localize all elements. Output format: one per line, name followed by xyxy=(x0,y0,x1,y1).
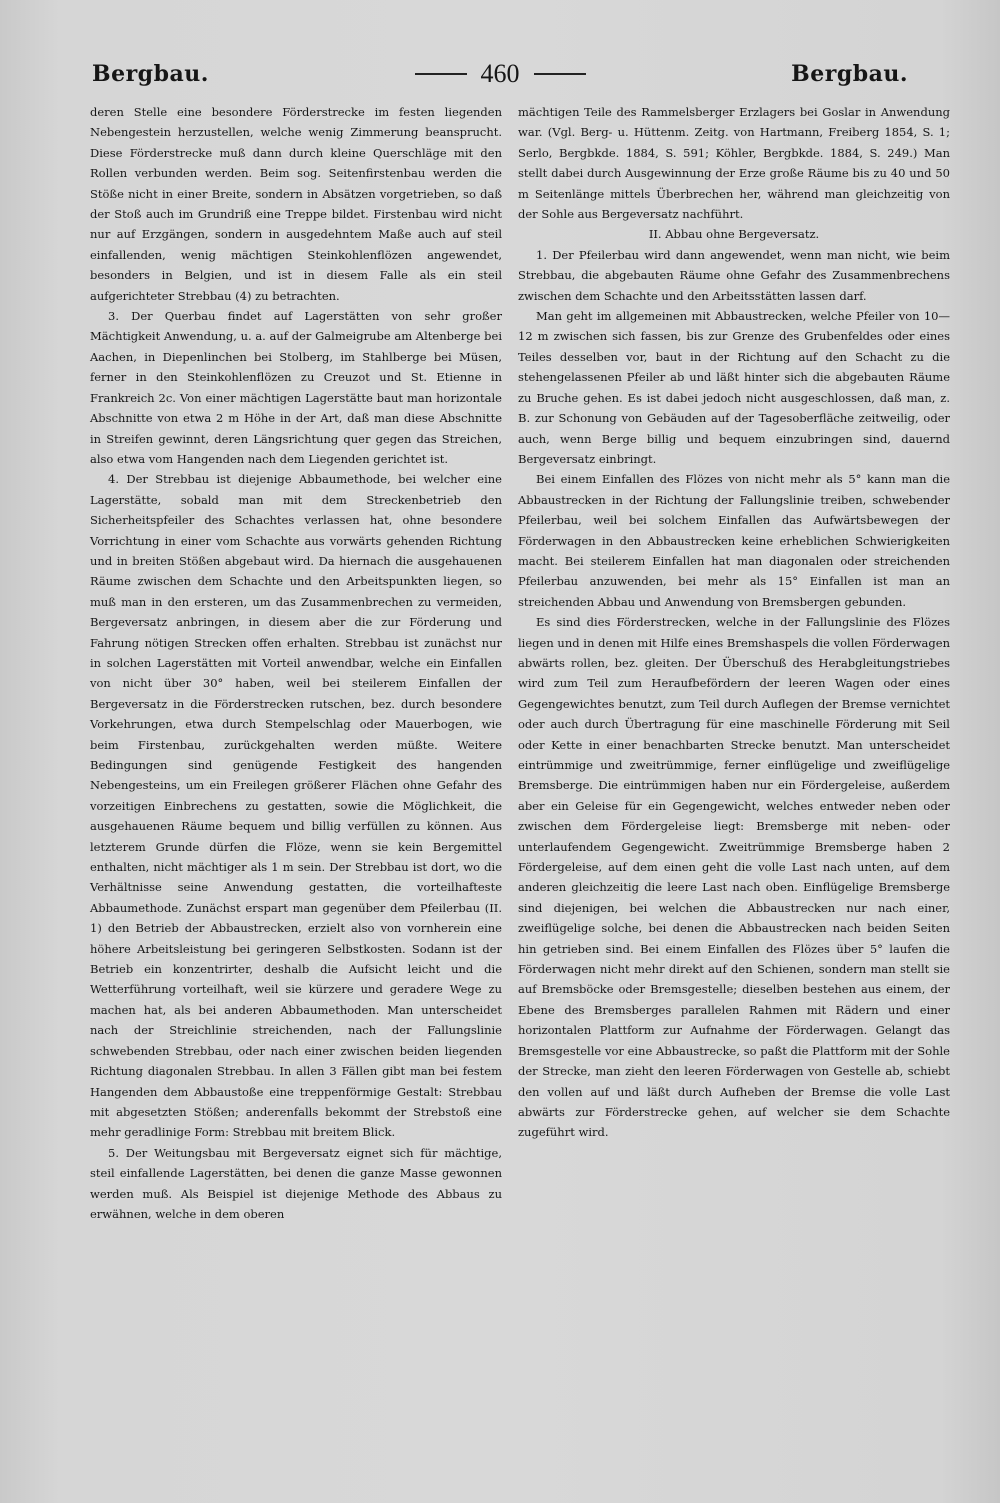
rule-left xyxy=(415,73,467,75)
paragraph-weitungsbau: 5. Der Weitungsbau mit Bergeversatz eignet sich für mächtige, steil einfallende Lagerstätten, bei denen die ganze Masse gewonnen werden muß. Als Beispiel ist diejenige Methode des Abbaus zu erwähnen, welche in dem oberen xyxy=(90,1145,502,1221)
paragraph-firstenbau-continued: deren Stelle eine besondere Förderstrecke im festen liegenden Nebengestein herzustellen, welche wenig Zimmerung beansprucht. Diese Förderstrecke muß dann durch kleine Querschläge mit den Rollen verbunden werden. Beim sog. Seitenfirstenbau werden die Stöße nicht in einer Breite, sondern in Absätzen vorgetrieben, so daß der Stoß auch im Grundriß eine Treppe bildet. Firstenbau wird nicht nur auf Erzgängen, sondern in ausgedehntem Maße auch auf steil einfallenden, wenig mächtigen Steinkohlenflözen angewendet, besonders in Belgien, und ist in diesem Falle als ein steil aufgerichteter Strebbau (4) zu betrachten. xyxy=(90,105,502,303)
paragraph-strebbau: 4. Der Strebbau ist diejenige Abbaumethode, bei welcher eine Lagerstätte, sobald man mit dem Streckenbetrieb den Sicherheitspfeiler des Schachtes verlassen hat, ohne besondere Vorrichtung in einer vom Schachte aus vorwärts gehenden Richtung und in breiten Stößen abgebaut wird. Da hiernach die ausgehauenen Räume zwischen dem Schachte und den Arbeitspunkten liegen, so muß man in den ersteren, um das Zusammenbrechen zu vermeiden, Bergeversatz anbringen, in diesem aber die zur Förderung und Fahrung nötigen Strecken offen erhalten. Strebbau ist zunächst nur in solchen Lagerstätten mit Vorteil anwendbar, welche ein Einfallen von nicht über 30° haben, weil bei steilerem Einfallen der Bergeversatz in die Förderstrecken rutschen, bez. durch besondere Vorkehrungen, etwa durch Stempelschlag oder Mauerbogen, wie beim Firstenbau, zurückgehalten werden müßte. Weitere Bedingungen sind genügende Festigkeit des hangenden Nebengesteins, um ein Freilegen größerer Flächen ohne Gefahr des vorzeitigen Einbrechens zu gestatten, sowie die Möglichkeit, die ausgehauenen Räume bequem und billig verfüllen zu können. Aus letzterem Grunde dürfen die Flöze, wenn sie kein Bergemittel enthalten, nicht mächtiger als 1 m sein. Der Strebbau ist dort, wo die Verhältnisse seine Anwendung gestatten, die vorteilhafteste Abbaumethode. Zunächst erspart man gegenüber dem Pfeilerbau (II. 1) den Betrieb der Abbaustrecken, erzielt also von vornherein eine höhere Arbeitsleistung bei geringeren Selbstkosten. Sodann ist der Betrieb ein konzentrirter, deshalb die Aufsicht leicht und die Wetterführung vorteilhaft, weil sie kürzere und geradere Wege zu machen hat, als bei anderen Abbaumethoden. Man unterscheidet nach der Streichlinie streichenden, nach der Fallungslinie schwebenden Strebbau, oder nach einer zwischen beiden liegenden Richtung diagonalen Strebbau. In allen 3 Fällen gibt man bei festem Hangenden dem Abbaustoße eine treppenförmige Gestalt: Strebbau mit abgesetzten Stößen; anderenfalls bekommt der Strebstoß eine mehr geradlinige Form: Strebbau mit breitem Blick. xyxy=(90,472,502,1140)
right-column xyxy=(518,102,950,1402)
running-head-right: Bergbau. xyxy=(791,61,908,87)
text-columns xyxy=(90,102,950,1402)
page-header xyxy=(92,56,908,92)
page-number: 460 xyxy=(480,59,520,88)
page-number-group xyxy=(415,59,586,89)
paragraph-abbaustrecken: Man geht im allgemeinen mit Abbaustrecken, welche Pfeiler von 10—12 m zwischen sich fassen, bis zur Grenze des Grubenfeldes oder eines Teiles desselben vor, baut in der Richtung auf den Schacht zu die stehengelassenen Pfeiler ab und läßt hinter sich die abgebauten Räume zu Bruche gehen. Es ist dabei jedoch nicht ausgeschlossen, daß man, z. B. zur Schonung von Gebäuden auf der Tagesoberfläche zeitweilig, oder auch, wenn Berge billig und bequem einzubringen sind, dauernd Bergeversatz einbringt. xyxy=(518,309,950,466)
paragraph-querbau: 3. Der Querbau findet auf Lagerstätten von sehr großer Mächtigkeit Anwendung, u. a. auf der Galmeigrube am Altenberge bei Aachen, in Diepenlinchen bei Stolberg, im Stahlberge bei Müsen, ferner in den Steinkohlenflözen zu Creuzot und St. Etienne in Frankreich 2c. Von einer mächtigen Lagerstätte baut man horizontale Abschnitte von etwa 2 m Höhe in der Art, daß man diese Abschnitte in Streifen gewinnt, deren Längsrichtung quer gegen das Streichen, also etwa vom Hangenden nach dem Liegenden gerichtet ist. xyxy=(90,309,502,466)
running-head-left: Bergbau. xyxy=(92,61,209,87)
rule-right xyxy=(534,73,586,75)
section-heading-abbau-ohne-bergeversatz: II. Abbau ohne Bergeversatz. xyxy=(648,227,820,242)
paragraph-einfallen: Bei einem Einfallen des Flözes von nicht mehr als 5° kann man die Abbaustrecken in der Richtung der Fallungslinie treiben, schwebender Pfeilerbau, weil bei solchem Einfallen das Aufwärtsbewegen der Förderwagen in den Abbaustrecken keine erheblichen Schwierigkeiten macht. Bei steilerem Einfallen hat man diagonalen oder streichenden Pfeilerbau anzuwenden, bei mehr als 15° Einfallen ist man an streichenden Abbau und Anwendung von Bremsbergen gebunden. xyxy=(518,472,950,609)
paragraph-pfeilerbau: 1. Der Pfeilerbau wird dann angewendet, wenn man nicht, wie beim Strebbau, die abgebauten Räume ohne Gefahr des Zusammenbrechens zwischen dem Schachte und den Arbeitsstätten lassen darf. xyxy=(518,247,950,303)
paragraph-bremsberge: Es sind dies Förderstrecken, welche in der Fallungslinie des Flözes liegen und in denen mit Hilfe eines Bremshaspels die vollen Förderwagen abwärts rollen, bez. gleiten. Der Überschuß des Herabgleitungstriebes wird zum Teil zum Heraufbefördern der leeren Wagen oder eines Gegengewichtes benutzt, zum Teil durch Auflegen der Bremse vernichtet oder auch durch Übertragung für eine maschinelle Förderung mit Seil oder Kette in einer benachbarten Strecke benutzt. Man unterscheidet eintrümmige und zweitrümmige, ferner einflügelige und zweiflügelige Bremsberge. Die eintrümmigen haben nur ein Fördergeleise, außerdem aber ein Geleise für ein Gegengewicht, welches entweder neben oder zwischen dem Fördergeleise liegt: Bremsberge mit neben- oder unterlaufendem Gegengewicht. Zweitrümmige Bremsberge haben 2 Fördergeleise, auf dem einen geht die volle Last nach unten, auf dem anderen gleichzeitig die leere Last nach oben. Einflügelige Bremsberge sind diejenigen, bei welchen die Abbaustrecken nur nach einer, zweiflügelige solche, bei denen die Abbaustrecken nach beiden Seiten hin getrieben sind. Bei einem Einfallen des Flözes über 5° laufen die Förderwagen nicht mehr direkt auf den Schienen, sondern man stellt sie auf Bremsböcke oder Bremsgestelle; dieselben bestehen aus einem, der Ebene des Bremsberges parallelen Rahmen mit Rädern und einer horizontalen Plattform zur Aufnahme der Förderwagen. Gelangt das Bremsgestelle vor eine Abbaustrecke, so paßt die Plattform mit der Sohle der Strecke, man zieht den leeren Förderwagen von Gestelle ab, schiebt den vollen auf und läßt durch Aufheben der Bremse die volle Last abwärts zur Förderstrecke gehen, auf welcher sie dem Schachte zugeführt wird. xyxy=(518,615,950,1140)
left-column xyxy=(90,102,502,1402)
paragraph-rammelsberg-continued: mächtigen Teile des Rammelsberger Erzlagers bei Goslar in Anwendung war. (Vgl. Berg- u. Hüttenm. Zeitg. von Hartmann, Freiberg 1854, S. 1; Serlo, Bergbkde. 1884, S. 591; Köhler, Bergbkde. 1884, S. 249.) Man stellt dabei durch Ausgewinnung der Erze große Räume bis zu 40 und 50 m Seitenlänge mittels Überbrechen her, während man gleichzeitig von der Sohle aus Bergeversatz nachführt. xyxy=(518,105,950,222)
